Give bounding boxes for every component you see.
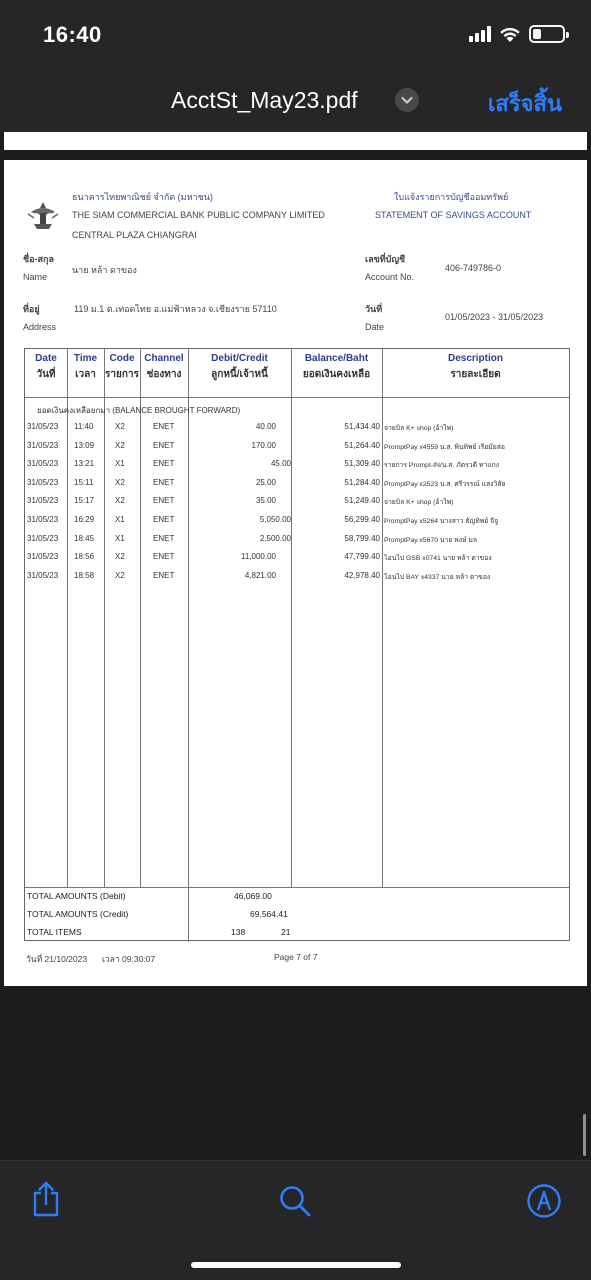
cell-date: 31/05/23: [27, 477, 59, 487]
account-label-th: เลขที่บัญชี: [365, 254, 406, 264]
done-button[interactable]: เสร็จสิ้น: [487, 91, 562, 116]
cell-channel: ENET: [153, 477, 175, 487]
statement-title-th: ใบแจ้งรายการบัญชีออมทรัพย์: [394, 192, 509, 202]
cell-debit: 25.00: [255, 477, 276, 487]
cell-code: X2: [115, 422, 125, 431]
cell-date: 31/05/23: [27, 533, 59, 543]
cell-channel: ENET: [153, 515, 175, 524]
statement-title-en: STATEMENT OF SAVINGS ACCOUNT: [375, 210, 532, 220]
total-debit-label: TOTAL AMOUNTS (Debit): [27, 891, 126, 901]
cell-balance: 51,264.40: [344, 440, 380, 450]
cell-debit: 40.00: [255, 422, 276, 431]
document-title[interactable]: AcctSt_May23.pdf: [171, 87, 358, 113]
cell-description: จ่ายบิล K+ shop (อ้าไพ): [384, 499, 454, 507]
cell-time: 11:40: [74, 422, 94, 431]
cell-code: X2: [115, 552, 125, 562]
cell-description: จ่ายบิล K+ shop (อ้าไพ): [384, 425, 454, 432]
cell-balance: 51,249.40: [344, 496, 380, 506]
cell-credit: 45.00: [270, 459, 291, 469]
statement-period: 01/05/2023 - 31/05/2023: [445, 312, 544, 322]
cell-channel: ENET: [153, 552, 175, 562]
cell-balance: 51,434.40: [344, 422, 380, 431]
cell-time: 16:29: [74, 515, 95, 524]
cell-channel: ENET: [153, 459, 175, 469]
cellular-signal-icon: [469, 26, 491, 42]
total-credit-label: TOTAL AMOUNTS (Credit): [27, 909, 129, 919]
cell-channel: ENET: [153, 422, 175, 431]
cell-debit: 170.00: [251, 440, 276, 450]
cell-code: X1: [115, 459, 125, 469]
cell-date: 31/05/23: [27, 422, 59, 431]
home-indicator[interactable]: [191, 1262, 401, 1268]
cell-description: รายการ Prompt-IN/น.ส. ภัตรวดี ทาแกง: [384, 462, 500, 470]
total-credit-value: 69,564.41: [250, 909, 288, 919]
cell-date: 31/05/23: [27, 440, 59, 450]
col-header-channel: Channel ช่องทาง: [144, 353, 184, 380]
markup-icon: [526, 1183, 562, 1219]
cell-code: X1: [115, 533, 125, 543]
date-label-en: Date: [365, 322, 385, 332]
account-holder-name: นาย หล้า ดาของ: [72, 265, 137, 275]
cell-balance: 58,799.40: [344, 533, 380, 543]
balance-brought-forward: ยอดเงินคงเหลือยกมา (BALANCE BROUGHT FORWARD): [37, 406, 241, 415]
table-row: [25, 529, 569, 547]
cell-description: PromptPay x5670 นาย พงษ์ มล: [384, 536, 478, 544]
cell-description: โอนไป GSB x0741 นาย หล้า ดาของ: [384, 555, 492, 563]
table-row: [25, 473, 569, 491]
cell-date: 31/05/23: [27, 552, 59, 562]
status-time: 16:40: [43, 22, 102, 47]
cell-date: 31/05/23: [27, 570, 59, 580]
wifi-icon: [499, 26, 521, 43]
col-header-code: Code รายการ: [105, 353, 139, 380]
cell-debit: 35.00: [255, 496, 276, 506]
share-button[interactable]: [30, 1180, 62, 1223]
transaction-table: [24, 348, 570, 941]
cell-time: 18:56: [74, 552, 95, 562]
date-label-th: วันที่: [365, 304, 383, 314]
address-value: 119 ม.1 ต.เทอดไทย อ.แม่ฟ้าหลวง จ.เชียงราย 57110: [74, 304, 277, 314]
total-items-label: TOTAL ITEMS: [27, 927, 82, 937]
cell-description: PromptPay x5264 นางสาว ธัญทิพย์ จีจู: [384, 518, 499, 525]
table-row: [25, 454, 569, 472]
cell-time: 18:58: [74, 570, 95, 580]
table-row: [25, 510, 569, 528]
branch-name: CENTRAL PLAZA CHIANGRAI: [72, 230, 197, 240]
previous-page-edge: [4, 132, 587, 150]
cell-time: 18:45: [74, 533, 95, 543]
footer-print-date: วันที่ 21/10/2023: [26, 954, 88, 964]
share-icon: [30, 1180, 62, 1218]
cell-channel: ENET: [153, 496, 175, 506]
battery-icon: [529, 25, 565, 43]
col-header-date: Date วันที่: [35, 353, 57, 380]
cell-date: 31/05/23: [27, 496, 59, 506]
address-label-en: Address: [23, 322, 57, 332]
cell-channel: ENET: [153, 440, 175, 450]
col-header-balance: Balance/Baht ยอดเงินคงเหลือ: [302, 353, 371, 380]
cell-channel: ENET: [153, 570, 175, 580]
cell-balance: 51,309.40: [344, 459, 380, 469]
cell-code: X2: [115, 440, 125, 450]
cell-balance: 56,299.40: [344, 515, 380, 524]
cell-balance: 42,978.40: [344, 570, 380, 580]
total-items-debit: 138: [231, 927, 246, 937]
cell-description: PromptPay x4559 น.ส. พินทิพย์ เรียมัยสอ: [384, 443, 505, 451]
search-button[interactable]: [278, 1184, 312, 1223]
cell-code: X2: [115, 477, 125, 487]
cell-debit: 11,000.00: [241, 552, 276, 562]
table-row: [25, 436, 569, 454]
bank-name-en: THE SIAM COMMERCIAL BANK PUBLIC COMPANY LIMITED: [72, 210, 325, 220]
chevron-down-icon: [395, 88, 419, 112]
bank-seal-logo: [25, 200, 61, 232]
cell-description: โอนไป BAY x4337 นาย หล้า ดาของ: [384, 573, 491, 581]
footer-print-time: เวลา 09:30:07: [102, 954, 156, 964]
markup-button[interactable]: [526, 1183, 562, 1224]
status-icons: [469, 25, 565, 43]
total-items-credit: 21: [281, 927, 291, 937]
table-row: [25, 417, 569, 435]
cell-code: X2: [115, 570, 125, 580]
col-header-debit-credit: Debit/Credit ลูกหนี้/เจ้าหนี้: [211, 353, 268, 380]
cell-time: 13:09: [74, 440, 95, 450]
address-label-th: ที่อยู่: [23, 304, 40, 314]
cell-balance: 47,799.40: [344, 552, 380, 562]
status-bar: [0, 0, 591, 70]
cell-credit: 2,500.00: [259, 533, 291, 543]
name-label-th: ชื่อ-สกุล: [23, 254, 54, 264]
pdf-page[interactable]: [4, 160, 587, 986]
cell-date: 31/05/23: [27, 459, 59, 469]
cell-date: 31/05/23: [27, 515, 59, 524]
account-number: 406-749786-0: [445, 263, 502, 273]
cell-code: X1: [115, 515, 125, 524]
col-header-time: Time เวลา: [73, 353, 98, 380]
cell-channel: ENET: [153, 533, 175, 543]
cell-description: PromptPay x2523 น.ส. ศรีวรรณ์ แสงวิลัย: [384, 480, 506, 488]
cell-time: 13:21: [74, 459, 95, 469]
cell-time: 15:17: [74, 496, 95, 506]
search-icon: [278, 1184, 312, 1218]
table-row: [25, 566, 569, 584]
scroll-indicator[interactable]: [583, 1114, 586, 1156]
name-label-en: Name: [23, 272, 48, 282]
cell-credit: 5,050.00: [259, 515, 291, 524]
total-debit-value: 46,069.00: [234, 891, 272, 901]
table-row: [25, 491, 569, 509]
cell-time: 15:11: [74, 477, 94, 487]
table-row: [25, 547, 569, 565]
account-label-en: Account No.: [365, 272, 415, 282]
bank-name-th: ธนาคารไทยพาณิชย์ จำกัด (มหาชน): [72, 192, 213, 202]
col-header-description: Description รายละเอียด: [447, 353, 503, 380]
title-menu-button[interactable]: [395, 88, 419, 112]
cell-debit: 4,821.00: [244, 570, 276, 580]
cell-balance: 51,284.40: [344, 477, 380, 487]
cell-code: X2: [115, 496, 125, 506]
footer-page-number: Page 7 of 7: [274, 952, 318, 962]
